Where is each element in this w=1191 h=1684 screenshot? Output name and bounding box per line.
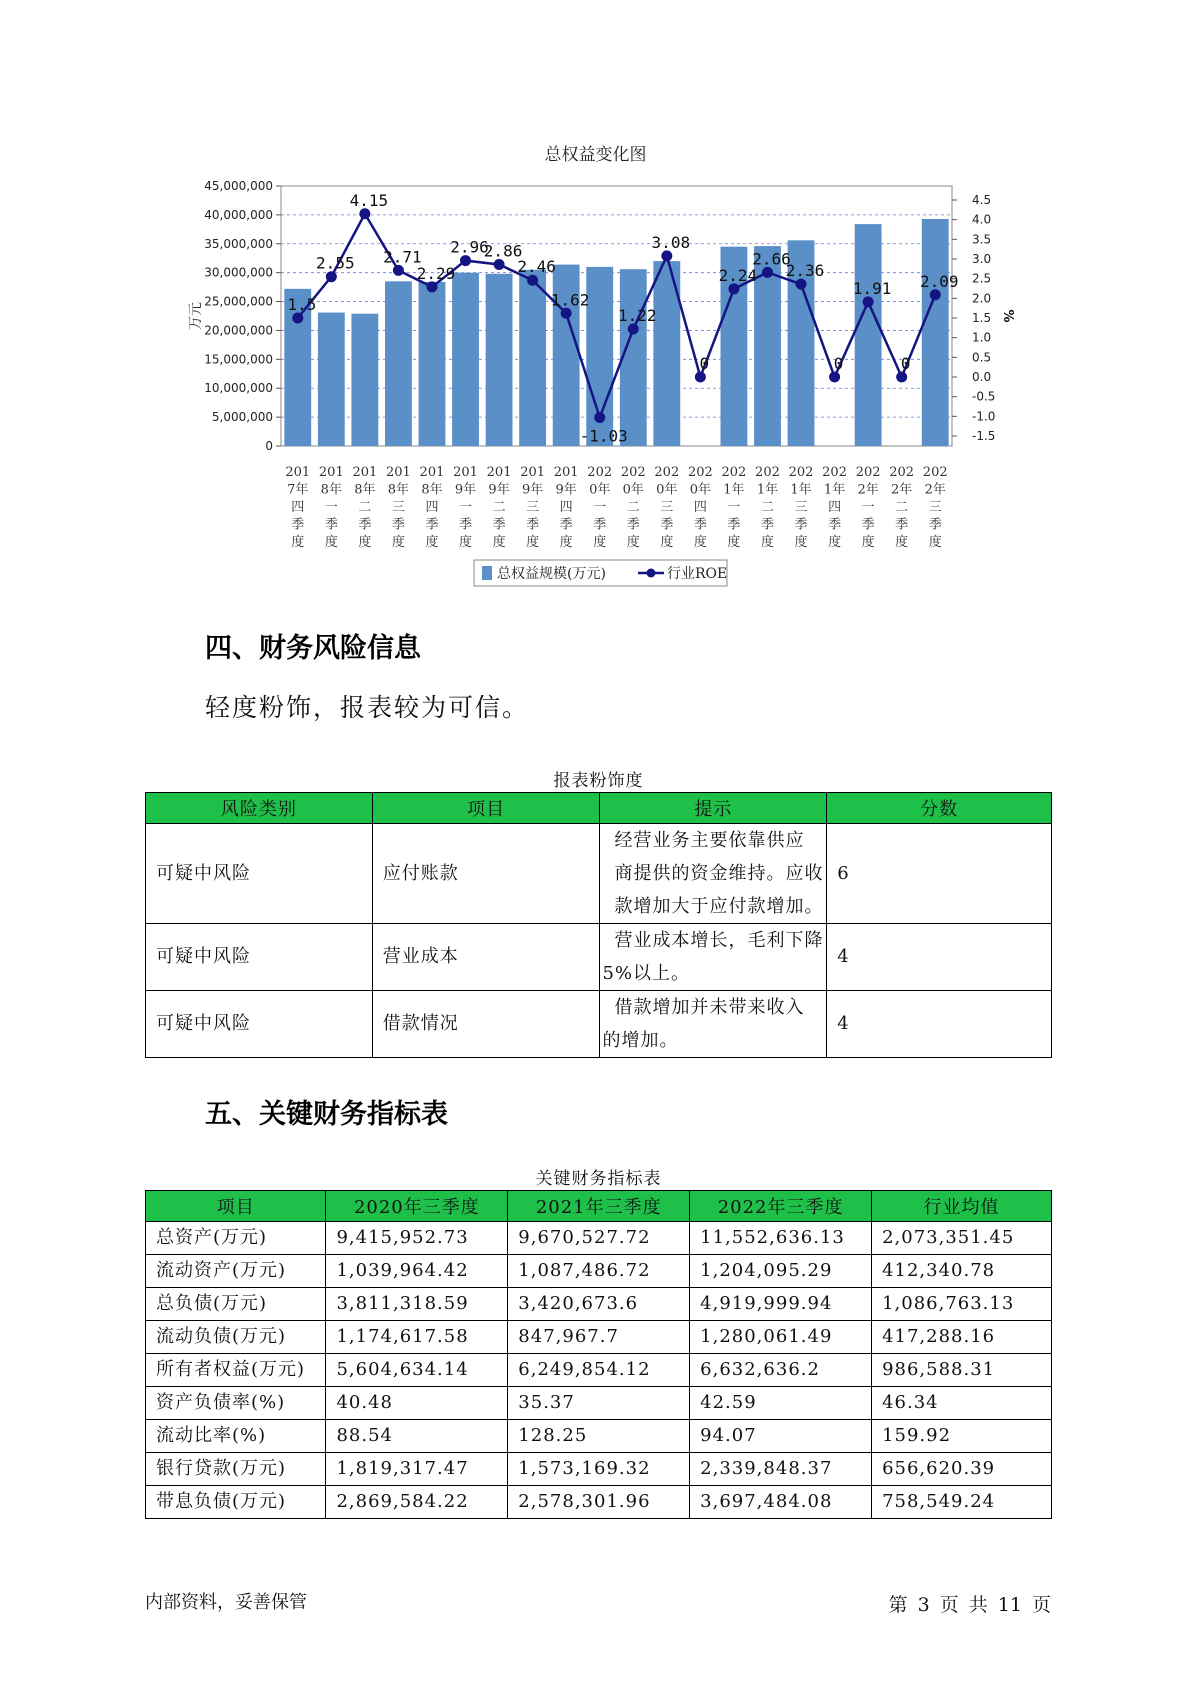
legend-bar-swatch	[482, 566, 492, 580]
y2-tick-label: 2.5	[972, 271, 992, 286]
risk-score-cell: 4	[827, 924, 1052, 991]
risk-item-cell: 应付账款	[372, 824, 600, 924]
y2-tick-label: 1.5	[972, 311, 992, 325]
legend-label: 总权益规模(万元)	[497, 566, 606, 582]
column-header: 风险类别	[146, 793, 373, 824]
roe-point	[326, 271, 337, 282]
risk-table-caption: 报表粉饰度	[553, 771, 644, 791]
risk-item-cell: 营业成本	[372, 924, 600, 991]
table-row	[146, 1486, 1052, 1519]
column-header: 2022年三季度	[690, 1191, 872, 1222]
x-tick-label: 201 9年四季度	[553, 465, 579, 550]
metric-value-cell: 42.59	[690, 1387, 872, 1420]
metric-value-cell: 159.92	[872, 1420, 1052, 1453]
metric-value-cell: 9,670,527.72	[508, 1222, 690, 1255]
footer-confidential: 内部资料，妥善保管	[145, 1592, 307, 1613]
risk-hint-line: 营业成本增长，毛利下降	[614, 930, 824, 951]
x-tick-label: 202 2年一季度	[855, 465, 881, 550]
risk-category-cell: 可疑中风险	[146, 991, 373, 1058]
y2-tick-label: 1.0	[972, 330, 992, 345]
metric-value-cell: 46.34	[872, 1387, 1052, 1420]
y-axis-label: 万元	[188, 302, 204, 330]
metric-value-cell: 986,588.31	[872, 1354, 1052, 1387]
x-tick-label: 201 9年二季度	[486, 465, 512, 550]
metric-value-cell: 412,340.78	[872, 1255, 1052, 1288]
column-header: 提示	[600, 793, 827, 824]
y2-tick-label: 4.5	[972, 193, 992, 207]
risk-hint-line: 5%以上。	[602, 963, 691, 984]
roe-data-label: -1.03	[579, 426, 628, 446]
x-tick-label: 201 9年一季度	[453, 465, 478, 550]
column-header: 行业均值	[872, 1191, 1052, 1222]
x-tick-label: 202 0年一季度	[587, 465, 613, 550]
x-tick-label: 201 8年四季度	[419, 465, 445, 550]
chart-title: 总权益变化图	[544, 145, 647, 165]
bar	[620, 269, 647, 446]
metric-value-cell: 1,819,317.47	[326, 1453, 508, 1486]
roe-data-label: 2.66	[752, 249, 791, 269]
roe-data-label: 1.22	[618, 306, 657, 326]
x-tick-label: 202 0年三季度	[654, 465, 680, 550]
table-row	[146, 1354, 1052, 1387]
y-tick-label: 10,000,000	[204, 381, 273, 396]
roe-point	[796, 279, 807, 290]
x-tick-label: 202 0年四季度	[687, 465, 713, 550]
table-row	[146, 1420, 1052, 1453]
roe-data-label: 2.24	[718, 265, 758, 285]
risk-hint-line: 商提供的资金维持。应收	[614, 863, 824, 884]
bar	[385, 281, 412, 446]
y-tick-label: 0	[265, 439, 273, 453]
metrics-table-caption: 关键财务指标表	[535, 1169, 662, 1189]
risk-hint-cell	[600, 924, 827, 991]
metric-value-cell: 417,288.16	[872, 1321, 1052, 1354]
risk-summary: 轻度粉饰，报表较为可信。	[205, 693, 530, 722]
metric-name-cell: 资产负债率(%)	[146, 1387, 326, 1420]
roe-point	[628, 324, 639, 335]
roe-data-label: 2.55	[316, 253, 355, 273]
metric-name-cell: 带息负债(万元)	[146, 1486, 326, 1519]
roe-point	[930, 289, 941, 300]
bar	[519, 270, 546, 446]
roe-point	[426, 281, 437, 292]
risk-hint-cell	[600, 991, 827, 1058]
column-header: 2020年三季度	[326, 1191, 508, 1222]
metric-value-cell: 94.07	[690, 1420, 872, 1453]
metric-value-cell: 4,919,999.94	[690, 1288, 872, 1321]
metric-name-cell: 总负债(万元)	[146, 1288, 326, 1321]
x-tick-label: 202 1年一季度	[721, 465, 747, 550]
column-header: 2021年三季度	[508, 1191, 690, 1222]
roe-data-label: 2.71	[383, 247, 422, 267]
table-header-row	[146, 1191, 1052, 1222]
y2-tick-label: 3.5	[972, 232, 992, 247]
table-row	[146, 1222, 1052, 1255]
metric-value-cell: 847,967.7	[508, 1321, 690, 1354]
roe-data-label: 1.62	[550, 290, 590, 310]
x-tick-label: 202 2年三季度	[922, 465, 948, 550]
roe-point	[661, 250, 672, 261]
metric-value-cell: 11,552,636.13	[690, 1222, 872, 1255]
roe-data-label: 2.09	[919, 271, 959, 291]
bar	[318, 313, 345, 446]
risk-hint-line: 的增加。	[602, 1030, 679, 1051]
metric-value-cell: 3,697,484.08	[690, 1486, 872, 1519]
plot-area	[281, 186, 952, 446]
roe-data-label: 2.86	[483, 241, 523, 261]
y-tick-label: 25,000,000	[204, 294, 273, 309]
footer-page-number: 第 3 页 共 11 页	[888, 1594, 1051, 1616]
metric-value-cell: 1,086,763.13	[872, 1288, 1052, 1321]
bar	[855, 224, 882, 446]
metric-value-cell: 128.25	[508, 1420, 690, 1453]
metric-value-cell: 1,280,061.49	[690, 1321, 872, 1354]
roe-point	[494, 259, 505, 270]
roe-data-label: 0	[900, 354, 911, 373]
legend-point-swatch	[647, 569, 656, 578]
table-row	[146, 824, 1052, 924]
y-tick-label: 45,000,000	[204, 179, 273, 193]
risk-hint-line: 款增加大于应付款增加。	[614, 896, 824, 917]
table-row	[146, 1288, 1052, 1321]
x-tick-label: 201 8年一季度	[318, 465, 344, 550]
y2-tick-label: -0.5	[972, 389, 996, 404]
y2-tick-label: 4.0	[972, 212, 992, 227]
metric-name-cell: 所有者权益(万元)	[146, 1354, 326, 1387]
x-tick-label: 201 8年二季度	[352, 465, 378, 550]
metrics-table	[145, 1190, 1052, 1519]
y2-axis-label: %	[1000, 309, 1015, 323]
risk-item-cell: 借款情况	[372, 991, 600, 1058]
y-tick-label: 30,000,000	[204, 265, 273, 280]
section-heading-risk: 四、财务风险信息	[205, 633, 421, 664]
metric-value-cell: 2,869,584.22	[326, 1486, 508, 1519]
metric-value-cell: 1,174,617.58	[326, 1321, 508, 1354]
roe-point	[829, 372, 840, 383]
metric-value-cell: 6,249,854.12	[508, 1354, 690, 1387]
legend-label: 行业ROE	[667, 566, 728, 582]
risk-hint-cell	[600, 824, 827, 924]
table-row	[146, 924, 1052, 991]
risk-hint-line: 借款增加并未带来收入	[614, 997, 805, 1018]
x-tick-label: 202 1年四季度	[822, 465, 847, 550]
metric-value-cell: 9,415,952.73	[326, 1222, 508, 1255]
roe-point	[393, 265, 404, 276]
metric-value-cell: 1,573,169.32	[508, 1453, 690, 1486]
metric-value-cell: 40.48	[326, 1387, 508, 1420]
x-tick-label: 202 0年二季度	[620, 465, 646, 550]
equity-chart	[0, 0, 1191, 600]
table-header-row	[146, 793, 1052, 824]
roe-point	[728, 283, 739, 294]
roe-point	[561, 308, 572, 319]
metric-value-cell: 2,073,351.45	[872, 1222, 1052, 1255]
x-tick-label: 201 7年四季度	[285, 465, 311, 550]
y2-tick-label: -1.5	[972, 429, 996, 443]
roe-point	[359, 208, 370, 219]
metric-value-cell: 656,620.39	[872, 1453, 1052, 1486]
x-tick-label: 201 8年三季度	[386, 465, 411, 550]
risk-category-cell: 可疑中风险	[146, 924, 373, 991]
metric-name-cell: 流动负债(万元)	[146, 1321, 326, 1354]
y-tick-label: 5,000,000	[211, 410, 273, 425]
roe-point	[762, 267, 773, 278]
column-header: 项目	[146, 1191, 326, 1222]
x-tick-label: 202 1年三季度	[788, 465, 814, 550]
roe-data-label: 3.08	[651, 232, 691, 252]
metric-name-cell: 流动比率(%)	[146, 1420, 326, 1453]
bar	[419, 282, 446, 446]
y-tick-label: 35,000,000	[204, 236, 273, 251]
table-row	[146, 1387, 1052, 1420]
metric-value-cell: 3,420,673.6	[508, 1288, 690, 1321]
roe-data-label: 1.5	[287, 295, 317, 314]
roe-point	[695, 372, 706, 383]
risk-hint-line: 经营业务主要依靠供应	[614, 830, 805, 851]
metric-value-cell: 1,039,964.42	[326, 1255, 508, 1288]
section-heading-metrics: 五、关键财务指标表	[205, 1099, 448, 1130]
bar	[922, 219, 949, 446]
roe-point	[460, 255, 471, 266]
x-tick-label: 202 1年二季度	[755, 465, 780, 550]
table-row	[146, 1255, 1052, 1288]
metric-value-cell: 1,204,095.29	[690, 1255, 872, 1288]
bar	[351, 314, 378, 446]
metric-value-cell: 758,549.24	[872, 1486, 1052, 1519]
risk-score-cell: 4	[827, 991, 1052, 1058]
y-tick-label: 15,000,000	[204, 352, 273, 367]
roe-point	[594, 412, 605, 423]
y2-tick-label: 0.5	[972, 350, 992, 365]
roe-data-label: 0	[833, 354, 844, 373]
bar	[452, 273, 479, 446]
table-row	[146, 1321, 1052, 1354]
risk-score-cell: 6	[827, 824, 1052, 924]
metric-value-cell: 2,339,848.37	[690, 1453, 872, 1486]
roe-data-label: 2.29	[416, 263, 456, 283]
table-row	[146, 991, 1052, 1058]
metric-name-cell: 流动资产(万元)	[146, 1255, 326, 1288]
roe-point	[292, 313, 303, 324]
y2-tick-label: 0.0	[972, 370, 992, 384]
roe-point	[527, 275, 538, 286]
metric-name-cell: 总资产(万元)	[146, 1222, 326, 1255]
roe-point	[896, 372, 907, 383]
roe-point	[863, 296, 874, 307]
metric-value-cell: 1,087,486.72	[508, 1255, 690, 1288]
metric-value-cell: 5,604,634.14	[326, 1354, 508, 1387]
metric-name-cell: 银行贷款(万元)	[146, 1453, 326, 1486]
roe-data-label: 0	[699, 354, 710, 373]
risk-table	[145, 792, 1052, 1058]
y2-tick-label: -1.0	[972, 409, 996, 424]
column-header: 分数	[827, 793, 1052, 824]
metric-value-cell: 6,632,636.2	[690, 1354, 872, 1387]
roe-data-label: 2.96	[450, 237, 489, 257]
roe-data-label: 2.36	[785, 261, 825, 281]
x-tick-label: 201 9年三季度	[520, 465, 546, 550]
column-header: 项目	[372, 793, 600, 824]
roe-data-label: 4.15	[349, 190, 389, 210]
roe-data-label: 1.91	[852, 278, 892, 298]
y-tick-label: 20,000,000	[204, 323, 273, 338]
x-tick-label: 202 2年二季度	[889, 465, 915, 550]
risk-category-cell: 可疑中风险	[146, 824, 373, 924]
table-row	[146, 1453, 1052, 1486]
metric-value-cell: 3,811,318.59	[326, 1288, 508, 1321]
y-tick-label: 40,000,000	[204, 207, 273, 222]
metric-value-cell: 35.37	[508, 1387, 690, 1420]
y2-tick-label: 2.0	[972, 291, 992, 306]
bar	[486, 274, 513, 446]
metric-value-cell: 88.54	[326, 1420, 508, 1453]
roe-data-label: 2.46	[517, 257, 556, 277]
y2-tick-label: 3.0	[972, 252, 992, 266]
metric-value-cell: 2,578,301.96	[508, 1486, 690, 1519]
